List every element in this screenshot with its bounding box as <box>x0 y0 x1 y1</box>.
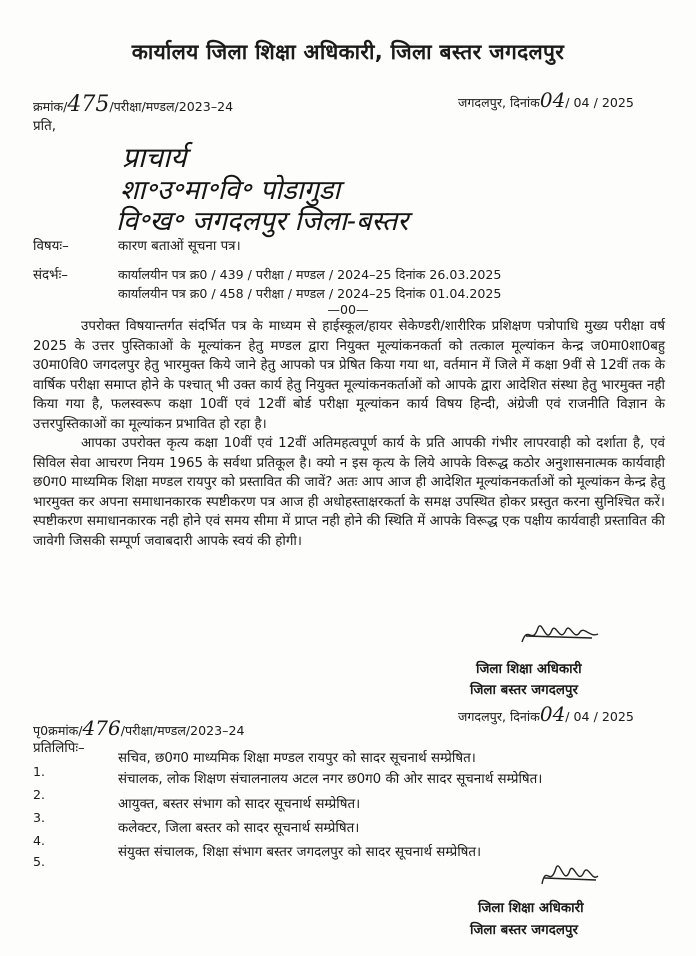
copy-label: प्रतिलिपिः– <box>33 741 85 756</box>
endorsement-suffix: /परीक्षा/मण्डल/2023–24 <box>120 723 245 738</box>
letter-body <box>33 317 665 551</box>
reference-letter-1: कार्यालयीन पत्र क्र0 / 439 / परीक्षा / मण्डल / 2024–25 दिनांक 26.03.2025 <box>118 267 502 282</box>
reference-suffix: /परीक्षा/मण्डल/2023–24 <box>109 99 234 114</box>
reference-letter-2: कार्यालयीन पत्र क्र0 / 458 / परीक्षा / मण्डल / 2024–25 दिनांक 01.04.2025 <box>118 286 502 301</box>
endorsement-date-suffix: / 04 / 2025 <box>565 709 634 724</box>
signature-1-district: जिला बस्तर जगदलपुर <box>470 683 578 698</box>
reference-date-suffix: / 04 / 2025 <box>565 95 634 110</box>
endorsement-prefix: पृ0क्रमांक/ <box>33 723 83 738</box>
reference-prefix: क्रमांक/ <box>33 99 68 114</box>
signature-1-designation: जिला शिक्षा अधिकारी <box>476 662 582 677</box>
signature-2-designation: जिला शिक्षा अधिकारी <box>478 901 584 916</box>
reference-place-date: जगदलपुर, दिनांक <box>458 95 540 110</box>
letterhead-title: कार्यालय जिला शिक्षा अधिकारी, जिला बस्तर जगदलपुर <box>131 40 565 64</box>
reference-day: 04 <box>539 88 566 112</box>
copy-item-text: आयुक्त, बस्तर संभाग को सादर सूचनार्थ सम्प्रेषित। <box>118 797 361 812</box>
copy-item-number: 4. <box>33 833 46 848</box>
copy-item-text: संचालक, लोक शिक्षण संचालनालय अटल नगर छ0ग0 की ओर सादर सूचनार्थ सम्प्रेषित। <box>118 772 543 787</box>
copy-item-text: कलेक्टर, जिला बस्तर को सादर सूचनार्थ सम्प्रेषित। <box>118 821 360 836</box>
reference-line <box>33 92 233 117</box>
signature-2-district: जिला बस्तर जगदलपुर <box>470 923 578 938</box>
subject-label: विषयः– <box>33 239 69 254</box>
copy-item-number: 2. <box>33 787 46 802</box>
divider: —00— <box>327 302 369 317</box>
copy-item-number: 1. <box>33 764 46 779</box>
copy-item-number: 5. <box>33 854 46 869</box>
signature-scrawl-1 <box>520 620 600 650</box>
reference-number: 475 <box>67 92 110 117</box>
endorsement-place-date: जगदलपुर, दिनांक <box>458 709 540 724</box>
addressee-line-2: शा॰उ॰मा॰वि॰ पोडागुडा <box>120 175 341 206</box>
addressee-line-3: वि॰ख॰ जगदलपुर जिला-बस्तर <box>116 206 409 237</box>
copy-item-number: 3. <box>33 810 46 825</box>
to-label: प्रति, <box>33 119 56 134</box>
endorsement-line <box>33 716 244 740</box>
copy-item-text: संयुक्त संचालक, शिक्षा संभाग बस्तर जगदलपुर को सादर सूचनार्थ सम्प्रेषित। <box>118 845 482 860</box>
signature-scrawl-2 <box>540 858 600 894</box>
endorsement-date <box>458 702 634 726</box>
endorsement-day: 04 <box>539 702 566 726</box>
subject-text: कारण बताओं सूचना पत्र। <box>118 239 241 254</box>
references-label: संदर्भः– <box>33 268 68 283</box>
body-paragraph-2: आपका उपरोक्त कृत्य कक्षा 10वीं एवं 12वीं अतिमहत्वपूर्ण कार्य के प्रति आपकी गंभीर लापरवाही को दर्शाता है, एवं सिविल सेवा आचरण नियम 1965 के सर्वथा प्रतिकूल है। क्यो न इस कृत्य के लिये आपके विरूद्ध कठोर अनुशासनात्मक कार्यवाही छ0ग0 माध्यमिक शिक्षा मण्डल रायपुर को प्रस्तावित की जावें? अतः आप आज ही आदेशित मूल्यांकनकर्ताओं को मूल्यांकन केन्द्र हेतु भारमुक्त कर अपना समाधानकारक स्पष्टीकरण पत्र आज ही अधोहस्ताक्षरकर्ता के समक्ष उपस्थित होकर प्रस्तुत करना सुनिश्चित करें। स्पष्टीकरण समाधानकारक नही होने एवं समय सीमा में प्राप्त नही होने की स्थिति में आपके विरूद्ध एक पक्षीय कार्यवाही प्रस्तावित की जावेगी जिसकी सम्पूर्ण जवाबदारी आपके स्वयं की होगी। <box>33 436 665 549</box>
copy-item-text: सचिव, छ0ग0 माध्यमिक शिक्षा मण्डल रायपुर को सादर सूचनार्थ सम्प्रेषित। <box>118 751 476 766</box>
body-paragraph-1: उपरोक्त विषयान्तर्गत संदर्भित पत्र के माध्यम से हाईस्कूल/हायर सेकेण्डरी/शारीरिक प्रशिक्षण पत्रोपाधि मुख्य परीक्षा वर्ष 2025 के उत्तर पुस्तिकाओं के मूल्यांकन हेतु मण्डल द्वारा नियुक्त मूल्यांकनकर्ता को तत्काल मूल्यांकन केन्द्र ज0मा0शा0बहु उ0मा0वि0 जगदलपुर हेतु भारमुक्त किये जाने हेतु आपको पत्र प्रेषित किया गया था, वर्तमान में जिले में कक्षा 9वीं से 12वीं तक के वार्षिक परीक्षा समाप्त होने के पश्चात् भी उक्त कार्य हेतु नियुक्त मूल्यांकनकर्ताओं को आपके द्वारा आदेशित संस्था हेतु भारमुक्त नही किया गया है, फलस्वरूप कक्षा 10वीं एवं 12वीं बोर्ड परीक्षा मूल्यांकन कार्य विषय हिन्दी, अंग्रेजी एवं राजनीति विज्ञान के उत्तरपुस्तिकाओं का मूल्यांकन प्रभावित हो रहा है। <box>33 319 665 432</box>
addressee-line-1: प्राचार्य <box>122 141 187 174</box>
endorsement-number: 476 <box>82 716 121 740</box>
reference-date <box>458 88 634 112</box>
